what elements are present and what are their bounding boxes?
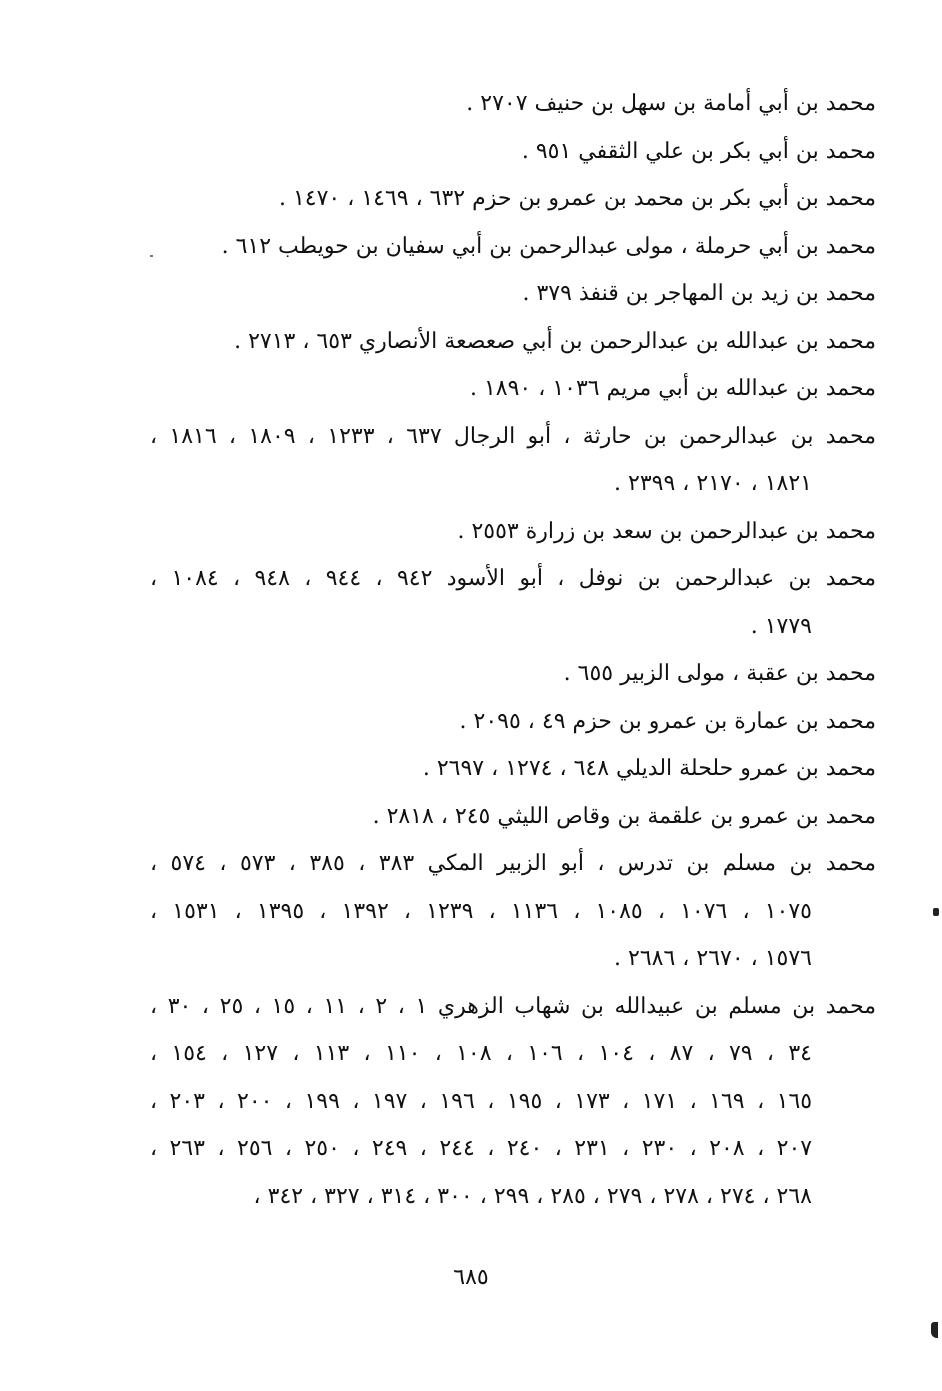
index-entry	[150, 413, 876, 508]
index-entry-line: محمد بن أبي بكر بن علي الثقفي ٩٥١ .	[521, 138, 876, 164]
index-entry	[150, 508, 876, 556]
index-entry-line: محمد بن مسلم بن عبيدالله بن شهاب الزهري ١ ، ٢ ، ١١ ، ١٥ ، ٢٥ ، ٣٠ ،	[150, 993, 876, 1019]
index-entry-line: محمد بن عمارة بن عمرو بن حزم ٤٩ ، ٢٠٩٥ .	[459, 708, 876, 734]
index-entry-line: محمد بن عمرو حلحلة الديلي ٦٤٨ ، ١٢٧٤ ، ٢٦٩٧ .	[422, 756, 876, 781]
index-entry	[150, 983, 876, 1221]
scan-edge-mark	[933, 908, 939, 916]
index-entry-continuation: ٣٤ ، ٧٩ ، ٨٧ ، ١٠٤ ، ١٠٦ ، ١٠٨ ، ١١٠ ، ١١٣ ، ١٢٧ ، ١٥٤ ،	[150, 1041, 812, 1066]
index-entry	[150, 318, 876, 366]
index-entry-line: محمد بن أبي بكر بن محمد بن عمرو بن حزم ٦٣٢ ، ١٤٦٩ ، ١٤٧٠ .	[278, 186, 876, 211]
index-entry-continuation: ١٠٧٥ ، ١٠٧٦ ، ١٠٨٥ ، ١١٣٦ ، ١٢٣٩ ، ١٣٩٢ ، ١٣٩٥ ، ١٥٣١ ،	[150, 898, 812, 924]
index-entry-line: محمد بن عقبة ، مولى الزبير ٦٥٥ .	[563, 661, 876, 686]
index-entry-line: محمد بن عبدالله بن عبدالرحمن بن أبي صعصعة الأنصاري ٦٥٣ ، ٢٧١٣ .	[234, 328, 876, 354]
index-entry	[150, 650, 876, 698]
index-entry-continuation: ٢٦٨ ، ٢٧٤ ، ٢٧٨ ، ٢٧٩ ، ٢٨٥ ، ٢٩٩ ، ٣٠٠ ، ٣١٤ ، ٣٢٧ ، ٣٤٢ ،	[253, 1183, 812, 1209]
index-entry-continuation: ١٨٢١ ، ٢١٧٠ ، ٢٣٩٩ .	[614, 471, 812, 496]
index-entry	[150, 223, 876, 271]
scan-edge-mark	[931, 1322, 938, 1338]
index-entry-continuation: ١٥٧٦ ، ٢٦٧٠ ، ٢٦٨٦ .	[614, 946, 812, 971]
index-entry-line: محمد بن زيد بن المهاجر بن قنفذ ٣٧٩ .	[522, 281, 876, 306]
index-entry-line: محمد بن عبدالرحمن بن حارثة ، أبو الرجال ٦٣٧ ، ١٢٣٣ ، ١٨٠٩ ، ١٨١٦ ،	[150, 423, 876, 449]
index-entry-continuation: ١٧٧٩ .	[750, 613, 812, 639]
index-entry-line: محمد بن عمرو بن علقمة بن وقاص الليثي ٢٤٥ ، ٢٨١٨ .	[372, 803, 876, 829]
index-entry	[150, 840, 876, 983]
index-entry-line: محمد بن أبي أمامة بن سهل بن حنيف ٢٧٠٧ .	[466, 91, 876, 116]
index-entry	[150, 365, 876, 413]
index-entries	[150, 80, 876, 1220]
page-number: ٦٨٥	[453, 1265, 489, 1290]
index-entry	[150, 745, 876, 793]
scan-speck	[150, 255, 153, 257]
index-entry-line: محمد بن عبدالله بن أبي مريم ١٠٣٦ ، ١٨٩٠ .	[469, 376, 876, 401]
index-entry	[150, 698, 876, 746]
index-entry	[150, 80, 876, 128]
index-entry-line: محمد بن عبدالرحمن بن نوفل ، أبو الأسود ٩٤٢ ، ٩٤٤ ، ٩٤٨ ، ١٠٨٤ ،	[150, 566, 876, 591]
index-entry	[150, 555, 876, 650]
index-entry-continuation: ١٦٥ ، ١٦٩ ، ١٧١ ، ١٧٣ ، ١٩٥ ، ١٩٦ ، ١٩٧ ، ١٩٩ ، ٢٠٠ ، ٢٠٣ ،	[150, 1088, 813, 1114]
index-entry-line: محمد بن عبدالرحمن بن سعد بن زرارة ٢٥٥٣ .	[457, 518, 876, 544]
index-entry	[150, 793, 876, 841]
index-entry-line: محمد بن أبي حرملة ، مولى عبدالرحمن بن أبي سفيان بن حويطب ٦١٢ .	[221, 233, 876, 259]
index-entry-continuation: ٢٠٧ ، ٢٠٨ ، ٢٣٠ ، ٢٣١ ، ٢٤٠ ، ٢٤٤ ، ٢٤٩ ، ٢٥٠ ، ٢٥٦ ، ٢٦٣ ،	[150, 1136, 813, 1161]
index-entry	[150, 270, 876, 318]
index-entry	[150, 175, 876, 223]
index-entry-line: محمد بن مسلم بن تدرس ، أبو الزبير المكي ٣٨٣ ، ٣٨٥ ، ٥٧٣ ، ٥٧٤ ،	[150, 851, 876, 876]
index-entry	[150, 128, 876, 176]
